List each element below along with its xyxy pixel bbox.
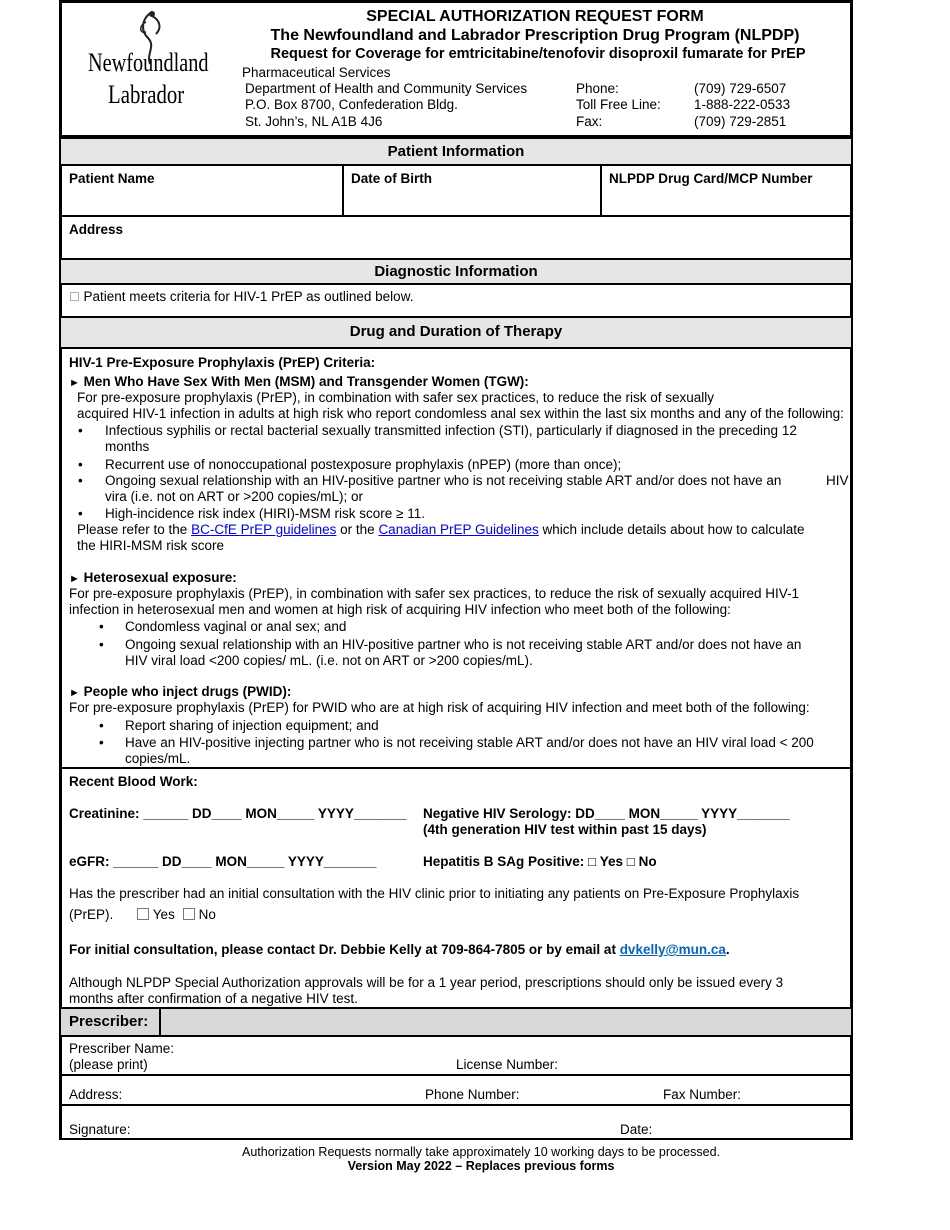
diagnostic-heading: Diagnostic Information bbox=[61, 260, 851, 283]
patient-address-field[interactable] bbox=[64, 238, 848, 258]
prescriber-name-note: (please print) bbox=[69, 1057, 148, 1072]
msm-refer-post: which include details about how to calculate bbox=[538, 522, 805, 537]
date-label: Date: bbox=[620, 1122, 653, 1137]
msm-refer bbox=[77, 522, 804, 537]
bullet-dot: • bbox=[78, 506, 83, 521]
frame-right bbox=[850, 0, 853, 1140]
rule bbox=[61, 767, 851, 769]
rule bbox=[61, 1104, 851, 1106]
patient-name-label: Patient Name bbox=[69, 171, 155, 186]
egfr-field[interactable]: eGFR: ______ DD____ MON_____ YYYY_______ bbox=[69, 854, 377, 869]
drug-duration-heading: Drug and Duration of Therapy bbox=[61, 318, 851, 347]
hetero-intro-1: For pre-exposure prophylaxis (PrEP), in combination with safer sex practices, to reduce the risk of sexually acquired HIV-1 bbox=[69, 586, 800, 601]
criteria-text: Patient meets criteria for HIV-1 PrEP as outlined below. bbox=[83, 289, 414, 304]
msm-bullet-3-cont: vira (i.e. not on ART or >200 copies/mL); or bbox=[105, 489, 364, 504]
drug-card-field[interactable] bbox=[604, 188, 848, 214]
prescriber-band bbox=[61, 1009, 851, 1035]
msm-intro-2: acquired HIV-1 infection in adults at high risk who report condomless anal sex within the last six months and any of the following: bbox=[77, 406, 844, 421]
logo bbox=[84, 8, 214, 118]
coverage-title: Request for Coverage for emtricitabine/tenofovir disoproxil fumarate for PrEP bbox=[270, 46, 806, 62]
pwid-bullet-1: Report sharing of injection equipment; and bbox=[125, 718, 379, 733]
drug-card-label: NLPDP Drug Card/MCP Number bbox=[609, 171, 813, 186]
logo-text-newfoundland: Newfoundland bbox=[88, 48, 209, 77]
prescriber-address-label: Address: bbox=[69, 1087, 123, 1102]
rule bbox=[61, 1074, 851, 1076]
msm-bullet-4: High-incidence risk index (HIRI)-MSM risk score ≥ 11. bbox=[105, 506, 425, 521]
phone-label: Phone: bbox=[576, 81, 619, 96]
msm-bullet-3-tail: HIV bbox=[826, 473, 849, 488]
program-title: The Newfoundland and Labrador Prescription Drug Program (NLPDP) bbox=[270, 27, 800, 44]
fax-value: (709) 729-2851 bbox=[694, 114, 787, 129]
pwid-bullet-2a: Have an HIV-positive injecting partner who is not receiving stable ART and/or does not have an HIV viral load < 200 bbox=[125, 735, 814, 750]
consult-contact bbox=[69, 942, 730, 957]
prescriber-phone-field[interactable] bbox=[530, 1080, 655, 1102]
canadian-prep-guidelines-link[interactable]: Canadian PrEP Guidelines bbox=[378, 522, 539, 537]
approval-note-2: months after confirmation of a negative HIV test. bbox=[69, 991, 358, 1006]
prescriber-name-label: Prescriber Name: bbox=[69, 1041, 175, 1056]
msm-bullet-1-cont: months bbox=[105, 439, 150, 454]
msm-bullet-1: Infectious syphilis or rectal bacterial sexually transmitted infection (STI), particularly if diagnosed in the preceding 12 bbox=[105, 423, 797, 438]
hetero-bullet-1: Condomless vaginal or anal sex; and bbox=[125, 619, 347, 634]
bullet-dot: • bbox=[99, 735, 104, 750]
hetero-intro-2: infection in heterosexual men and women at high risk of acquiring HIV infection who meet both of the following: bbox=[69, 602, 731, 617]
form-title: SPECIAL AUTHORIZATION REQUEST FORM bbox=[366, 8, 704, 25]
patient-info-heading: Patient Information bbox=[61, 139, 851, 164]
consult-contact-text: For initial consultation, please contact Dr. Debbie Kelly at 709-864-7805 or by email at bbox=[69, 942, 620, 957]
rule bbox=[61, 283, 851, 285]
bullet-dot: • bbox=[78, 423, 83, 438]
arrow-icon: ► bbox=[69, 573, 80, 585]
dob-field[interactable] bbox=[346, 188, 596, 214]
bloodwork-heading: Recent Blood Work: bbox=[69, 774, 198, 789]
pwid-bullet-2b: copies/mL. bbox=[125, 751, 191, 766]
hepb-field[interactable]: Hepatitis B SAg Positive: □ Yes □ No bbox=[423, 854, 657, 869]
dept-address-2: P.O. Box 8700, Confederation Bldg. bbox=[245, 97, 458, 112]
dob-label: Date of Birth bbox=[351, 171, 432, 186]
license-number-field[interactable] bbox=[570, 1050, 840, 1072]
creatinine-field[interactable]: Creatinine: ______ DD____ MON_____ YYYY_______ bbox=[69, 806, 407, 821]
arrow-icon: ► bbox=[69, 687, 80, 699]
signature-label: Signature: bbox=[69, 1122, 131, 1137]
frame-top bbox=[59, 0, 853, 3]
msm-bullet-3: Ongoing sexual relationship with an HIV-positive partner who is not receiving stable ART and/or does not have an bbox=[105, 473, 782, 488]
prescriber-label-divider bbox=[159, 1009, 161, 1035]
rule bbox=[61, 164, 851, 166]
patient-divider-2 bbox=[600, 164, 602, 216]
bullet-dot: • bbox=[99, 619, 104, 634]
rule bbox=[61, 1035, 851, 1037]
consult-question-1: Has the prescriber had an initial consultation with the HIV clinic prior to initiating any patients on Pre-Exposure Prophylaxis bbox=[69, 886, 800, 901]
pwid-heading bbox=[69, 684, 291, 699]
fax-label: Fax: bbox=[576, 114, 603, 129]
hiv-serology-field[interactable]: Negative HIV Serology: DD____ MON_____ YYYY_______ bbox=[423, 806, 790, 821]
consult-yes-checkbox[interactable] bbox=[137, 908, 149, 920]
consult-contact-end: . bbox=[725, 942, 730, 957]
msm-intro-1: For pre-exposure prophylaxis (PrEP), in combination with safer sex practices, to reduce the risk of sexually bbox=[77, 390, 715, 405]
bullet-dot: • bbox=[78, 473, 83, 488]
criteria-checkbox[interactable]: ☐ bbox=[69, 290, 80, 304]
rule bbox=[61, 215, 851, 217]
arrow-icon: ► bbox=[69, 377, 80, 389]
hiv-serology-note: (4th generation HIV test within past 15 days) bbox=[423, 822, 707, 837]
hetero-heading bbox=[69, 570, 237, 585]
license-number-label: License Number: bbox=[456, 1057, 559, 1072]
approval-note-1: Although NLPDP Special Authorization approvals will be for a 1 year period, prescriptions should only be issued every 3 bbox=[69, 975, 784, 990]
hetero-bullet-2a: Ongoing sexual relationship with an HIV-positive partner who is not receiving stable ART and/or does not have an bbox=[125, 637, 802, 652]
bc-cfe-prep-guidelines-link[interactable]: BC-CfE PrEP guidelines bbox=[191, 522, 337, 537]
msm-heading-text: Men Who Have Sex With Men (MSM) and Transgender Women (TGW): bbox=[83, 374, 529, 389]
patient-divider-1 bbox=[342, 164, 344, 216]
consult-no-label: No bbox=[198, 907, 216, 922]
tollfree-label: Toll Free Line: bbox=[576, 97, 661, 112]
tollfree-value: 1-888-222-0533 bbox=[694, 97, 791, 112]
pwid-intro: For pre-exposure prophylaxis (PrEP) for PWID who are at high risk of acquiring HIV infection and meet both of the following: bbox=[69, 700, 810, 715]
pwid-heading-text: People who inject drugs (PWID): bbox=[83, 684, 292, 699]
criteria-checkbox-row bbox=[69, 289, 413, 304]
phone-value: (709) 729-6507 bbox=[694, 81, 787, 96]
contact-email-link[interactable]: dvkelly@mun.ca bbox=[619, 942, 726, 957]
patient-name-field[interactable] bbox=[64, 188, 339, 214]
frame-bottom bbox=[59, 1138, 853, 1140]
prescriber-fax-label: Fax Number: bbox=[663, 1087, 742, 1102]
version-note: Version May 2022 – Replaces previous forms bbox=[347, 1159, 615, 1173]
rule bbox=[61, 347, 851, 349]
signature-field[interactable] bbox=[140, 1110, 600, 1136]
prescriber-phone-label: Phone Number: bbox=[425, 1087, 520, 1102]
msm-refer-mid: or the bbox=[336, 522, 379, 537]
bullet-dot: • bbox=[78, 457, 83, 472]
consult-question-2 bbox=[69, 907, 216, 922]
prescriber-heading: Prescriber: bbox=[69, 1013, 149, 1030]
logo-text-labrador: Labrador bbox=[108, 80, 185, 109]
prescriber-fax-field[interactable] bbox=[750, 1080, 845, 1102]
date-field[interactable] bbox=[660, 1110, 845, 1136]
consult-yes-label: Yes bbox=[152, 907, 175, 922]
bullet-dot: • bbox=[99, 718, 104, 733]
prescriber-address-field[interactable] bbox=[130, 1080, 415, 1102]
patient-address-label: Address bbox=[69, 222, 124, 237]
criteria-heading: HIV-1 Pre-Exposure Prophylaxis (PrEP) Criteria: bbox=[69, 355, 376, 370]
dept-unit: Pharmaceutical Services bbox=[242, 65, 391, 80]
frame-left bbox=[59, 0, 62, 1140]
consult-no-checkbox[interactable] bbox=[183, 908, 195, 920]
processing-note: Authorization Requests normally take approximately 10 working days to be processed. bbox=[241, 1145, 721, 1159]
dept-address-3: St. John’s, NL A1B 4J6 bbox=[245, 114, 383, 129]
bullet-dot: • bbox=[99, 637, 104, 652]
hetero-heading-text: Heterosexual exposure: bbox=[83, 570, 237, 585]
msm-heading bbox=[69, 374, 529, 389]
msm-refer-cont: the HIRI-MSM risk score bbox=[77, 538, 225, 553]
msm-refer-pre: Please refer to the bbox=[77, 522, 192, 537]
hetero-bullet-2b: HIV viral load <200 copies/ mL. (i.e. not on ART or >200 copies/mL). bbox=[125, 653, 533, 668]
dept-address-1: Department of Health and Community Services bbox=[245, 81, 528, 96]
msm-bullet-2: Recurrent use of nonoccupational postexposure prophylaxis (nPEP) (more than once); bbox=[105, 457, 622, 472]
prescriber-name-field[interactable] bbox=[200, 1041, 440, 1071]
consult-question-prep: (PrEP). bbox=[69, 907, 114, 922]
